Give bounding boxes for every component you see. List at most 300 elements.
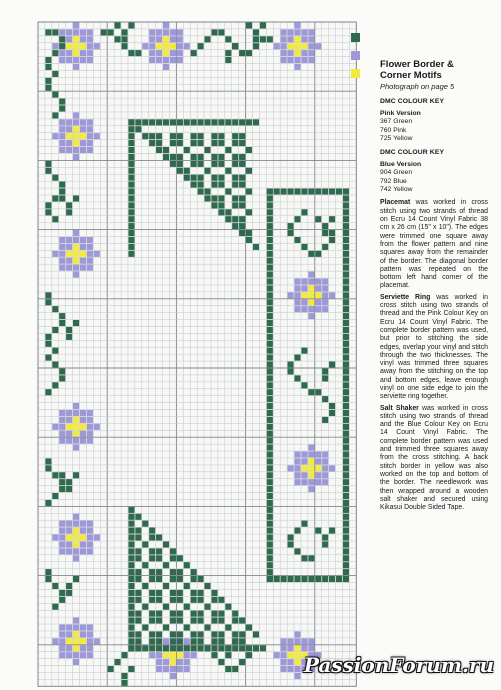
lattice-stitch bbox=[239, 631, 245, 637]
flower-centre-stitch bbox=[80, 638, 86, 644]
flower-petal-stitch bbox=[156, 50, 162, 56]
flower-centre-stitch bbox=[73, 140, 79, 146]
flower-petal-stitch bbox=[163, 22, 169, 28]
border-line-stitch bbox=[177, 645, 183, 651]
flower-petal-stitch bbox=[163, 638, 169, 644]
flower-petal-stitch bbox=[308, 50, 314, 56]
lattice-stitch bbox=[149, 555, 155, 561]
colour-key-heading-pink: DMC COLOUR KEY bbox=[380, 98, 445, 106]
leaf-stitch bbox=[329, 216, 335, 222]
leaf-stitch bbox=[315, 528, 321, 534]
vine-stitch bbox=[59, 182, 65, 188]
flower-petal-stitch bbox=[52, 133, 58, 139]
flower-centre-stitch bbox=[315, 465, 321, 471]
border-line-stitch bbox=[267, 223, 273, 229]
leaf-stitch bbox=[322, 223, 328, 229]
border-line-stitch bbox=[343, 569, 349, 575]
flower-centre-stitch bbox=[66, 424, 72, 430]
green-swatch bbox=[351, 33, 360, 42]
flower-petal-stitch bbox=[59, 265, 65, 271]
border-line-stitch bbox=[267, 555, 273, 561]
vine-stitch bbox=[218, 659, 224, 665]
flower-petal-stitch bbox=[163, 64, 169, 70]
flower-petal-stitch bbox=[315, 299, 321, 305]
flower-petal-stitch bbox=[73, 618, 79, 624]
flower-petal-stitch bbox=[80, 528, 86, 534]
flower-petal-stitch bbox=[288, 36, 294, 42]
diagonal-stitch bbox=[135, 514, 141, 520]
lattice-stitch bbox=[191, 611, 197, 617]
flower-petal-stitch bbox=[94, 534, 100, 540]
diagonal-stitch bbox=[232, 611, 238, 617]
flower-petal-stitch bbox=[315, 306, 321, 312]
flower-petal-stitch bbox=[308, 36, 314, 42]
border-line-stitch bbox=[343, 341, 349, 347]
flower-petal-stitch bbox=[59, 638, 65, 644]
border-line-stitch bbox=[128, 223, 134, 229]
flower-petal-stitch bbox=[87, 631, 93, 637]
vine-stitch bbox=[294, 528, 300, 534]
flower-petal-stitch bbox=[87, 265, 93, 271]
lattice-stitch bbox=[135, 638, 141, 644]
flower-petal-stitch bbox=[66, 140, 72, 146]
lattice-stitch bbox=[239, 154, 245, 160]
flower-petal-stitch bbox=[59, 57, 65, 63]
flower-centre-stitch bbox=[80, 534, 86, 540]
lattice-stitch bbox=[218, 611, 224, 617]
lattice-stitch bbox=[218, 140, 224, 146]
placemat-lead: Placemat bbox=[380, 199, 411, 207]
border-line-stitch bbox=[267, 327, 273, 333]
flower-petal-stitch bbox=[87, 258, 93, 264]
lattice-stitch bbox=[191, 175, 197, 181]
flower-petal-stitch bbox=[294, 57, 300, 63]
lattice-stitch bbox=[135, 631, 141, 637]
instruction-column bbox=[380, 60, 488, 512]
vine-stitch bbox=[225, 36, 231, 42]
flower-petal-stitch bbox=[73, 57, 79, 63]
lattice-stitch bbox=[246, 230, 252, 236]
border-line-stitch bbox=[288, 576, 294, 582]
border-line-stitch bbox=[343, 451, 349, 457]
flower-petal-stitch bbox=[87, 43, 93, 49]
flower-petal-stitch bbox=[184, 666, 190, 672]
border-line-stitch bbox=[267, 244, 273, 250]
flower-petal-stitch bbox=[80, 50, 86, 56]
vine-stitch bbox=[45, 299, 51, 305]
vine-stitch bbox=[211, 29, 217, 35]
flower-centre-stitch bbox=[66, 43, 72, 49]
flower-centre-stitch bbox=[156, 43, 162, 49]
leaf-stitch bbox=[121, 29, 127, 35]
vine-stitch bbox=[308, 389, 314, 395]
flower-petal-stitch bbox=[87, 29, 93, 35]
flower-petal-stitch bbox=[66, 237, 72, 243]
flower-petal-stitch bbox=[94, 43, 100, 49]
flower-petal-stitch bbox=[281, 645, 287, 651]
vine-stitch bbox=[225, 666, 231, 672]
flower-petal-stitch bbox=[308, 479, 314, 485]
flower-petal-stitch bbox=[163, 666, 169, 672]
flower-petal-stitch bbox=[66, 652, 72, 658]
diagonal-stitch bbox=[170, 548, 176, 554]
border-line-stitch bbox=[135, 119, 141, 125]
flower-petal-stitch bbox=[80, 140, 86, 146]
flower-petal-stitch bbox=[66, 624, 72, 630]
lattice-stitch bbox=[170, 611, 176, 617]
flower-centre-stitch bbox=[73, 534, 79, 540]
flower-petal-stitch bbox=[59, 244, 65, 250]
leaf-stitch bbox=[246, 22, 252, 28]
diagonal-stitch bbox=[198, 188, 204, 194]
flower-petal-stitch bbox=[288, 50, 294, 56]
pink-key-line: 725 Yellow bbox=[380, 135, 413, 143]
border-line-stitch bbox=[267, 438, 273, 444]
diagonal-stitch bbox=[163, 541, 169, 547]
flower-petal-stitch bbox=[308, 313, 314, 319]
border-line-stitch bbox=[343, 230, 349, 236]
lattice-stitch bbox=[156, 555, 162, 561]
border-line-stitch bbox=[163, 119, 169, 125]
flower-petal-stitch bbox=[184, 659, 190, 665]
flower-petal-stitch bbox=[301, 479, 307, 485]
flower-petal-stitch bbox=[59, 645, 65, 651]
lattice-stitch bbox=[218, 631, 224, 637]
border-line-stitch bbox=[267, 465, 273, 471]
border-line-stitch bbox=[343, 348, 349, 354]
diagonal-stitch bbox=[170, 161, 176, 167]
lattice-stitch bbox=[198, 161, 204, 167]
lattice-stitch bbox=[149, 618, 155, 624]
vine-stitch bbox=[52, 71, 58, 77]
diagonal-stitch bbox=[246, 624, 252, 630]
flower-petal-stitch bbox=[301, 472, 307, 478]
flower-petal-stitch bbox=[322, 451, 328, 457]
flower-petal-stitch bbox=[308, 306, 314, 312]
vine-stitch bbox=[45, 85, 51, 91]
flower-petal-stitch bbox=[73, 521, 79, 527]
flower-petal-stitch bbox=[80, 147, 86, 153]
diagonal-stitch bbox=[218, 209, 224, 215]
flower-petal-stitch bbox=[80, 645, 86, 651]
vine-stitch bbox=[301, 348, 307, 354]
border-line-stitch bbox=[301, 188, 307, 194]
flower-petal-stitch bbox=[87, 140, 93, 146]
flower-petal-stitch bbox=[288, 292, 294, 298]
flower-centre-stitch bbox=[73, 126, 79, 132]
flower-petal-stitch bbox=[87, 548, 93, 554]
flower-petal-stitch bbox=[66, 265, 72, 271]
lattice-stitch bbox=[198, 597, 204, 603]
leaf-stitch bbox=[66, 590, 72, 596]
border-line-stitch bbox=[281, 576, 287, 582]
border-line-stitch bbox=[267, 479, 273, 485]
lattice-stitch bbox=[149, 569, 155, 575]
lattice-stitch bbox=[246, 209, 252, 215]
lattice-stitch bbox=[142, 604, 148, 610]
border-line-stitch bbox=[267, 382, 273, 388]
border-line-stitch bbox=[246, 645, 252, 651]
border-line-stitch bbox=[343, 188, 349, 194]
flower-petal-stitch bbox=[149, 50, 155, 56]
flower-centre-stitch bbox=[315, 292, 321, 298]
lattice-stitch bbox=[239, 202, 245, 208]
border-line-stitch bbox=[163, 645, 169, 651]
border-line-stitch bbox=[191, 119, 197, 125]
title-line-1: Flower Border & bbox=[380, 59, 454, 70]
border-line-stitch bbox=[128, 175, 134, 181]
vine-stitch bbox=[52, 382, 58, 388]
flower-petal-stitch bbox=[184, 43, 190, 49]
lattice-stitch bbox=[232, 175, 238, 181]
diagonal-stitch bbox=[191, 569, 197, 575]
lattice-stitch bbox=[142, 562, 148, 568]
leaf-stitch bbox=[73, 576, 79, 582]
flower-petal-stitch bbox=[87, 534, 93, 540]
flower-petal-stitch bbox=[308, 29, 314, 35]
border-line-stitch bbox=[128, 624, 134, 630]
diagonal-stitch bbox=[218, 597, 224, 603]
diagonal-stitch bbox=[135, 126, 141, 132]
lattice-stitch bbox=[135, 534, 141, 540]
flower-petal-stitch bbox=[80, 29, 86, 35]
flower-petal-stitch bbox=[87, 36, 93, 42]
border-line-stitch bbox=[343, 244, 349, 250]
flower-petal-stitch bbox=[294, 64, 300, 70]
flower-petal-stitch bbox=[59, 258, 65, 264]
flower-petal-stitch bbox=[156, 36, 162, 42]
border-line-stitch bbox=[135, 645, 141, 651]
lattice-stitch bbox=[239, 140, 245, 146]
border-line-stitch bbox=[128, 562, 134, 568]
border-line-stitch bbox=[267, 251, 273, 257]
vine-stitch bbox=[246, 652, 252, 658]
flower-petal-stitch bbox=[322, 479, 328, 485]
lattice-stitch bbox=[170, 597, 176, 603]
border-line-stitch bbox=[170, 645, 176, 651]
flower-petal-stitch bbox=[59, 528, 65, 534]
vine-stitch bbox=[301, 209, 307, 215]
flower-petal-stitch bbox=[59, 431, 65, 437]
flower-centre-stitch bbox=[66, 251, 72, 257]
lattice-stitch bbox=[156, 548, 162, 554]
border-line-stitch bbox=[246, 119, 252, 125]
border-line-stitch bbox=[343, 562, 349, 568]
border-line-stitch bbox=[343, 403, 349, 409]
flower-petal-stitch bbox=[73, 514, 79, 520]
vine-stitch bbox=[315, 389, 321, 395]
border-line-stitch bbox=[343, 534, 349, 540]
flower-petal-stitch bbox=[294, 458, 300, 464]
flower-petal-stitch bbox=[66, 119, 72, 125]
flower-centre-stitch bbox=[170, 659, 176, 665]
border-line-stitch bbox=[343, 541, 349, 547]
lattice-stitch bbox=[149, 597, 155, 603]
flower-petal-stitch bbox=[184, 638, 190, 644]
leaf-stitch bbox=[66, 202, 72, 208]
border-line-stitch bbox=[343, 507, 349, 513]
leaf-stitch bbox=[115, 22, 121, 28]
border-line-stitch bbox=[225, 645, 231, 651]
flower-petal-stitch bbox=[80, 410, 86, 416]
flower-petal-stitch bbox=[308, 486, 314, 492]
lattice-stitch bbox=[135, 618, 141, 624]
lattice-stitch bbox=[198, 631, 204, 637]
vine-stitch bbox=[121, 652, 127, 658]
vine-stitch bbox=[45, 78, 51, 84]
lattice-stitch bbox=[142, 624, 148, 630]
lattice-stitch bbox=[184, 168, 190, 174]
vine-stitch bbox=[45, 292, 51, 298]
lattice-stitch bbox=[232, 216, 238, 222]
flower-petal-stitch bbox=[59, 521, 65, 527]
lattice-stitch bbox=[135, 555, 141, 561]
flower-petal-stitch bbox=[66, 548, 72, 554]
border-line-stitch bbox=[301, 576, 307, 582]
flower-petal-stitch bbox=[281, 36, 287, 42]
border-line-stitch bbox=[149, 119, 155, 125]
border-line-stitch bbox=[267, 576, 273, 582]
flower-petal-stitch bbox=[87, 57, 93, 63]
lattice-stitch bbox=[184, 147, 190, 153]
flower-centre-stitch bbox=[73, 133, 79, 139]
flower-centre-stitch bbox=[163, 652, 169, 658]
border-line-stitch bbox=[294, 576, 300, 582]
border-line-stitch bbox=[177, 119, 183, 125]
leaf-stitch bbox=[253, 36, 259, 42]
flower-petal-stitch bbox=[73, 64, 79, 70]
lattice-stitch bbox=[232, 202, 238, 208]
border-line-stitch bbox=[267, 396, 273, 402]
vine-stitch bbox=[52, 348, 58, 354]
border-line-stitch bbox=[294, 188, 300, 194]
flower-centre-stitch bbox=[308, 299, 314, 305]
vine-stitch bbox=[267, 36, 273, 42]
lattice-stitch bbox=[191, 590, 197, 596]
flower-petal-stitch bbox=[59, 140, 65, 146]
border-line-stitch bbox=[343, 368, 349, 374]
border-line-stitch bbox=[253, 119, 259, 125]
leaf-stitch bbox=[253, 29, 259, 35]
vine-stitch bbox=[288, 534, 294, 540]
lattice-stitch bbox=[170, 569, 176, 575]
lattice-stitch bbox=[170, 638, 176, 644]
lattice-stitch bbox=[156, 597, 162, 603]
flower-petal-stitch bbox=[274, 43, 280, 49]
flower-petal-stitch bbox=[177, 659, 183, 665]
lattice-stitch bbox=[239, 638, 245, 644]
border-line-stitch bbox=[343, 521, 349, 527]
pink-version-heading: Pink Version bbox=[380, 109, 421, 117]
lattice-stitch bbox=[177, 140, 183, 146]
border-line-stitch bbox=[267, 375, 273, 381]
vine-stitch bbox=[294, 548, 300, 554]
flower-petal-stitch bbox=[73, 29, 79, 35]
lattice-stitch bbox=[225, 209, 231, 215]
border-line-stitch bbox=[343, 424, 349, 430]
vine-stitch bbox=[59, 43, 65, 49]
flower-petal-stitch bbox=[308, 451, 314, 457]
flower-petal-stitch bbox=[94, 251, 100, 257]
lattice-stitch bbox=[156, 590, 162, 596]
border-line-stitch bbox=[267, 216, 273, 222]
lattice-stitch bbox=[218, 175, 224, 181]
lattice-stitch bbox=[198, 590, 204, 596]
lattice-stitch bbox=[218, 133, 224, 139]
vine-stitch bbox=[322, 396, 328, 402]
leaf-stitch bbox=[73, 195, 79, 201]
border-line-stitch bbox=[128, 541, 134, 547]
lattice-stitch bbox=[149, 611, 155, 617]
flower-petal-stitch bbox=[322, 472, 328, 478]
flower-petal-stitch bbox=[52, 424, 58, 430]
blue-version-heading: Blue Version bbox=[380, 160, 422, 168]
vine-stitch bbox=[288, 541, 294, 547]
lattice-stitch bbox=[239, 195, 245, 201]
flower-petal-stitch bbox=[149, 43, 155, 49]
flower-petal-stitch bbox=[80, 521, 86, 527]
vine-stitch bbox=[45, 569, 51, 575]
blue-key-line: 904 Green bbox=[380, 169, 413, 177]
leaf-stitch bbox=[225, 652, 231, 658]
flower-petal-stitch bbox=[163, 659, 169, 665]
leaf-stitch bbox=[121, 673, 127, 679]
flower-petal-stitch bbox=[87, 410, 93, 416]
lattice-stitch bbox=[246, 147, 252, 153]
blue-key-line: 742 Yellow bbox=[380, 186, 413, 194]
flower-petal-stitch bbox=[73, 112, 79, 118]
lattice-stitch bbox=[198, 638, 204, 644]
flower-petal-stitch bbox=[294, 465, 300, 471]
border-line-stitch bbox=[218, 119, 224, 125]
border-line-stitch bbox=[128, 244, 134, 250]
flower-petal-stitch bbox=[59, 534, 65, 540]
diagonal-stitch bbox=[211, 202, 217, 208]
border-line-stitch bbox=[128, 631, 134, 637]
flower-petal-stitch bbox=[322, 285, 328, 291]
border-line-stitch bbox=[184, 645, 190, 651]
flower-petal-stitch bbox=[315, 458, 321, 464]
diagonal-stitch bbox=[149, 528, 155, 534]
vine-stitch bbox=[108, 29, 114, 35]
vine-stitch bbox=[52, 493, 58, 499]
lattice-stitch bbox=[135, 569, 141, 575]
flower-petal-stitch bbox=[94, 424, 100, 430]
title-line-2: Corner Motifs bbox=[380, 69, 442, 81]
diagonal-stitch bbox=[184, 562, 190, 568]
flower-petal-stitch bbox=[177, 50, 183, 56]
vine-stitch bbox=[288, 230, 294, 236]
vine-stitch bbox=[52, 175, 58, 181]
flower-petal-stitch bbox=[94, 133, 100, 139]
flower-petal-stitch bbox=[80, 541, 86, 547]
flower-petal-stitch bbox=[301, 299, 307, 305]
border-line-stitch bbox=[343, 375, 349, 381]
lattice-stitch bbox=[204, 168, 210, 174]
vine-stitch bbox=[108, 666, 114, 672]
vine-stitch bbox=[115, 659, 121, 665]
border-line-stitch bbox=[211, 645, 217, 651]
flower-petal-stitch bbox=[301, 278, 307, 284]
flower-petal-stitch bbox=[73, 22, 79, 28]
border-line-stitch bbox=[232, 119, 238, 125]
vine-stitch bbox=[288, 368, 294, 374]
lattice-stitch bbox=[191, 631, 197, 637]
lattice-stitch bbox=[149, 631, 155, 637]
flower-petal-stitch bbox=[294, 472, 300, 478]
border-line-stitch bbox=[128, 645, 134, 651]
vine-stitch bbox=[52, 195, 58, 201]
